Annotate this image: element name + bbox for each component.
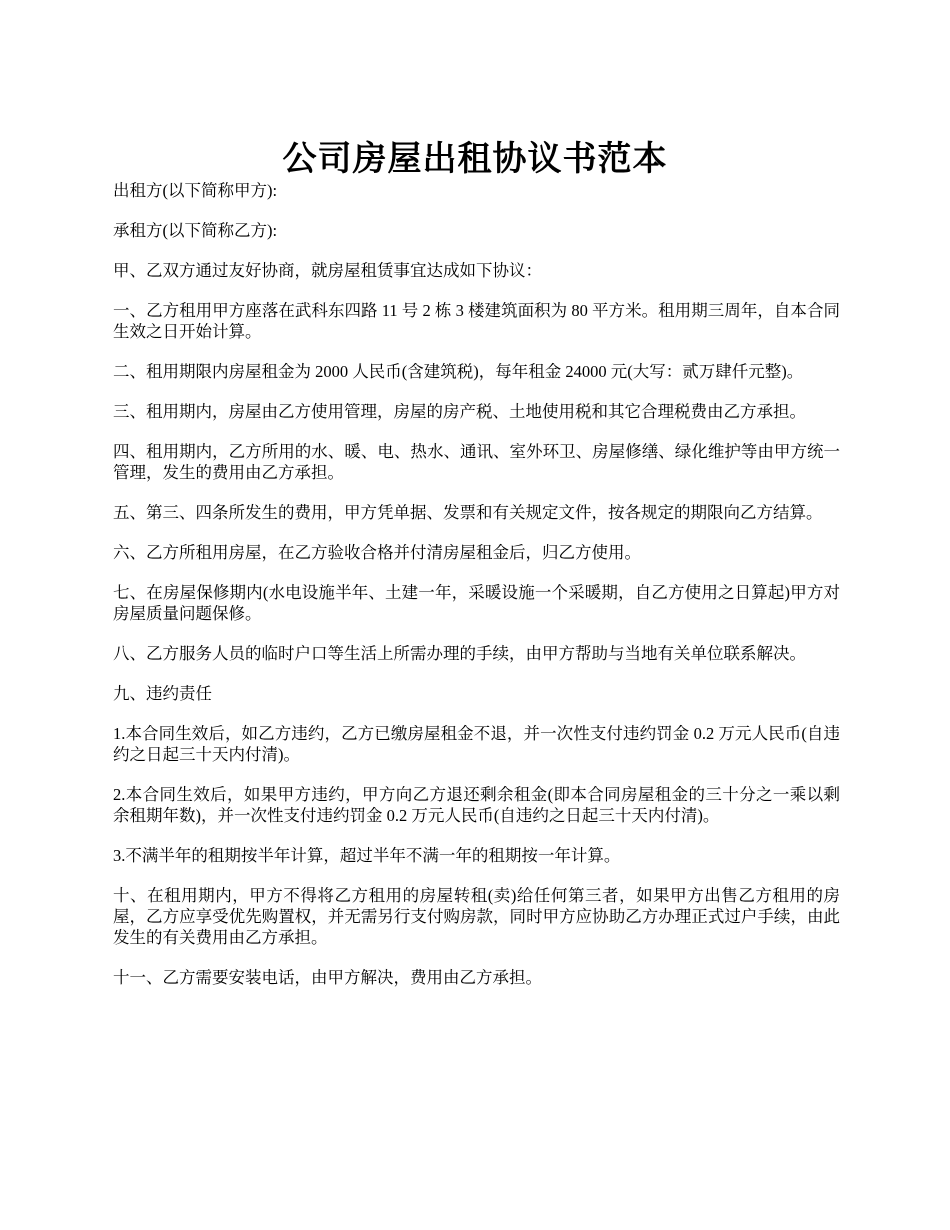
- paragraph-clause-7: 七、在房屋保修期内(水电设施半年、土建一年，采暖设施一个采暖期，自乙方使用之日算起)甲方对房屋质量问题保修。: [113, 583, 840, 623]
- paragraph-clause-4: 四、租用期内，乙方所用的水、暖、电、热水、通讯、室外环卫、房屋修缮、绿化维护等由甲方统一管理，发生的费用由乙方承担。: [113, 442, 840, 482]
- paragraph-clause-11: 十一、乙方需要安装电话，由甲方解决，费用由乙方承担。: [113, 968, 542, 987]
- paragraph-clause-9-1: 1.本合同生效后，如乙方违约，乙方已缴房屋租金不退，并一次性支付违约罚金 0.2 万元人民币(自违约之日起三十天内付清)。: [113, 724, 840, 764]
- paragraph-clause-1: 一、乙方租用甲方座落在武科东四路 11 号 2 栋 3 楼建筑面积为 80 平方米。租用期三周年，自本合同生效之日开始计算。: [113, 301, 840, 341]
- paragraph-clause-9-2: 2.本合同生效后，如果甲方违约，甲方向乙方退还剩余租金(即本合同房屋租金的三十分之一乘以剩余租期年数)，并一次性支付违约罚金 0.2 万元人民币(自违约之日起三十天内付清)。: [113, 785, 840, 825]
- paragraph-clause-9-3: 3.不满半年的租期按半年计算，超过半年不满一年的租期按一年计算。: [113, 846, 621, 865]
- paragraph-clause-3: 三、租用期内，房屋由乙方使用管理，房屋的房产税、土地使用税和其它合理税费由乙方承担。: [113, 402, 806, 421]
- paragraph-lessee: 承租方(以下简称乙方):: [113, 221, 278, 240]
- document-body: [113, 180, 840, 1007]
- paragraph-clause-9-heading: 九、违约责任: [113, 684, 212, 703]
- paragraph-lessor: 出租方(以下简称甲方):: [113, 181, 278, 200]
- paragraph-preamble: 甲、乙双方通过友好协商，就房屋租赁事宜达成如下协议：: [113, 261, 542, 280]
- paragraph-clause-8: 八、乙方服务人员的临时户口等生活上所需办理的手续，由甲方帮助与当地有关单位联系解决。: [113, 644, 806, 663]
- document-title: 公司房屋出租协议书范本: [282, 138, 668, 179]
- paragraph-clause-6: 六、乙方所租用房屋，在乙方验收合格并付清房屋租金后，归乙方使用。: [113, 543, 641, 562]
- paragraph-clause-2: 二、租用期限内房屋租金为 2000 人民币(含建筑税)，每年租金 24000 元(大写：贰万肆仟元整)。: [113, 362, 804, 381]
- paragraph-clause-5: 五、第三、四条所发生的费用，甲方凭单据、发票和有关规定文件，按各规定的期限向乙方结算。: [113, 503, 823, 522]
- paragraph-clause-10: 十、在租用期内，甲方不得将乙方租用的房屋转租(卖)给任何第三者，如果甲方出售乙方租用的房屋，乙方应享受优先购置权，并无需另行支付购房款，同时甲方应协助乙方办理正式过户手续，由此发生的有关费用由乙方承担。: [113, 886, 840, 947]
